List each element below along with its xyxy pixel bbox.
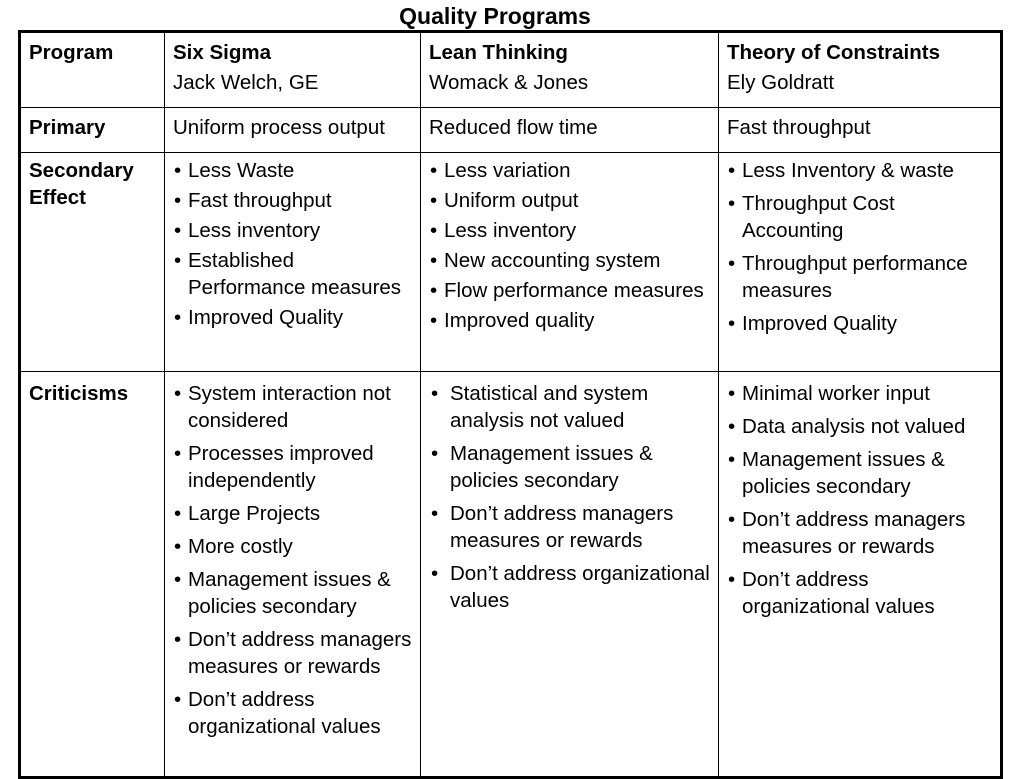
row-header-criticisms: Criticisms bbox=[29, 382, 129, 405]
row-header-cell bbox=[20, 372, 165, 778]
list-item: • Improved Quality bbox=[727, 310, 994, 337]
list-item: • Less inventory bbox=[429, 217, 712, 244]
list-item: • Management issues & policies secondary bbox=[173, 566, 414, 620]
primary-cell: Uniform process output bbox=[165, 108, 421, 153]
program-header-cell bbox=[421, 32, 719, 108]
bullet-list bbox=[429, 380, 712, 614]
list-item: • Uniform output bbox=[429, 187, 712, 214]
row-header-program: Program bbox=[29, 41, 114, 64]
criticisms-cell bbox=[165, 372, 421, 778]
list-item: • Improved quality bbox=[429, 307, 712, 334]
page-title: Quality Programs bbox=[399, 3, 591, 29]
program-author: Womack & Jones bbox=[429, 71, 589, 94]
list-item: • Processes improved independently bbox=[173, 440, 414, 494]
table-row-secondary-effect bbox=[20, 153, 1002, 372]
list-item: • Don’t address organizational values bbox=[173, 686, 414, 740]
criticisms-cell bbox=[719, 372, 1002, 778]
table-row-program bbox=[20, 32, 1002, 108]
list-item: • System interaction not considered bbox=[173, 380, 414, 434]
list-item: • Less Inventory & waste bbox=[727, 157, 994, 184]
row-header-cell bbox=[20, 108, 165, 153]
list-item: • Statistical and system analysis not valued bbox=[429, 380, 712, 434]
primary-cell: Fast throughput bbox=[719, 108, 1002, 153]
secondary-cell bbox=[165, 153, 421, 372]
list-item: • Less inventory bbox=[173, 217, 414, 244]
criticisms-cell bbox=[421, 372, 719, 778]
list-item: • Data analysis not valued bbox=[727, 413, 994, 440]
list-item: • Throughput performance measures bbox=[727, 250, 994, 304]
list-item: • Improved Quality bbox=[173, 304, 414, 331]
program-header-cell bbox=[165, 32, 421, 108]
list-item: • Management issues & policies secondary bbox=[429, 440, 712, 494]
list-item: • Less variation bbox=[429, 157, 712, 184]
list-item: • Don’t address managers measures or rewards bbox=[429, 500, 712, 554]
bullet-list bbox=[429, 157, 712, 334]
program-author: Ely Goldratt bbox=[727, 71, 835, 94]
bullet-list bbox=[173, 380, 414, 740]
list-item: • Don’t address organizational values bbox=[727, 566, 994, 620]
quality-programs-table bbox=[18, 30, 1003, 779]
table-row-primary bbox=[20, 108, 1002, 153]
table-row-criticisms bbox=[20, 372, 1002, 778]
list-item: • Don’t address organizational values bbox=[429, 560, 712, 614]
program-header-cell bbox=[719, 32, 1002, 108]
list-item: • Don’t address managers measures or rewards bbox=[173, 626, 414, 680]
program-name: Lean Thinking bbox=[429, 41, 568, 64]
list-item: • Large Projects bbox=[173, 500, 414, 527]
list-item: • Management issues & policies secondary bbox=[727, 446, 994, 500]
list-item: • Flow performance measures bbox=[429, 277, 712, 304]
list-item: • Don’t address managers measures or rewards bbox=[727, 506, 994, 560]
list-item: • Minimal worker input bbox=[727, 380, 994, 407]
list-item: • Throughput Cost Accounting bbox=[727, 190, 994, 244]
list-item: • Established Performance measures bbox=[173, 247, 414, 301]
list-item: • Less Waste bbox=[173, 157, 414, 184]
secondary-cell bbox=[719, 153, 1002, 372]
secondary-cell bbox=[421, 153, 719, 372]
row-header-cell bbox=[20, 153, 165, 372]
list-item: • New accounting system bbox=[429, 247, 712, 274]
row-header-secondary-effect: Secondary Effect bbox=[29, 159, 134, 209]
program-name: Theory of Constraints bbox=[727, 41, 940, 64]
row-header-cell bbox=[20, 32, 165, 108]
bullet-list bbox=[173, 157, 414, 331]
row-header-primary: Primary bbox=[29, 116, 106, 139]
program-author: Jack Welch, GE bbox=[173, 71, 319, 94]
bullet-list bbox=[727, 157, 994, 337]
program-name: Six Sigma bbox=[173, 41, 271, 64]
list-item: • More costly bbox=[173, 533, 414, 560]
bullet-list bbox=[727, 380, 994, 620]
list-item: • Fast throughput bbox=[173, 187, 414, 214]
primary-cell: Reduced flow time bbox=[421, 108, 719, 153]
